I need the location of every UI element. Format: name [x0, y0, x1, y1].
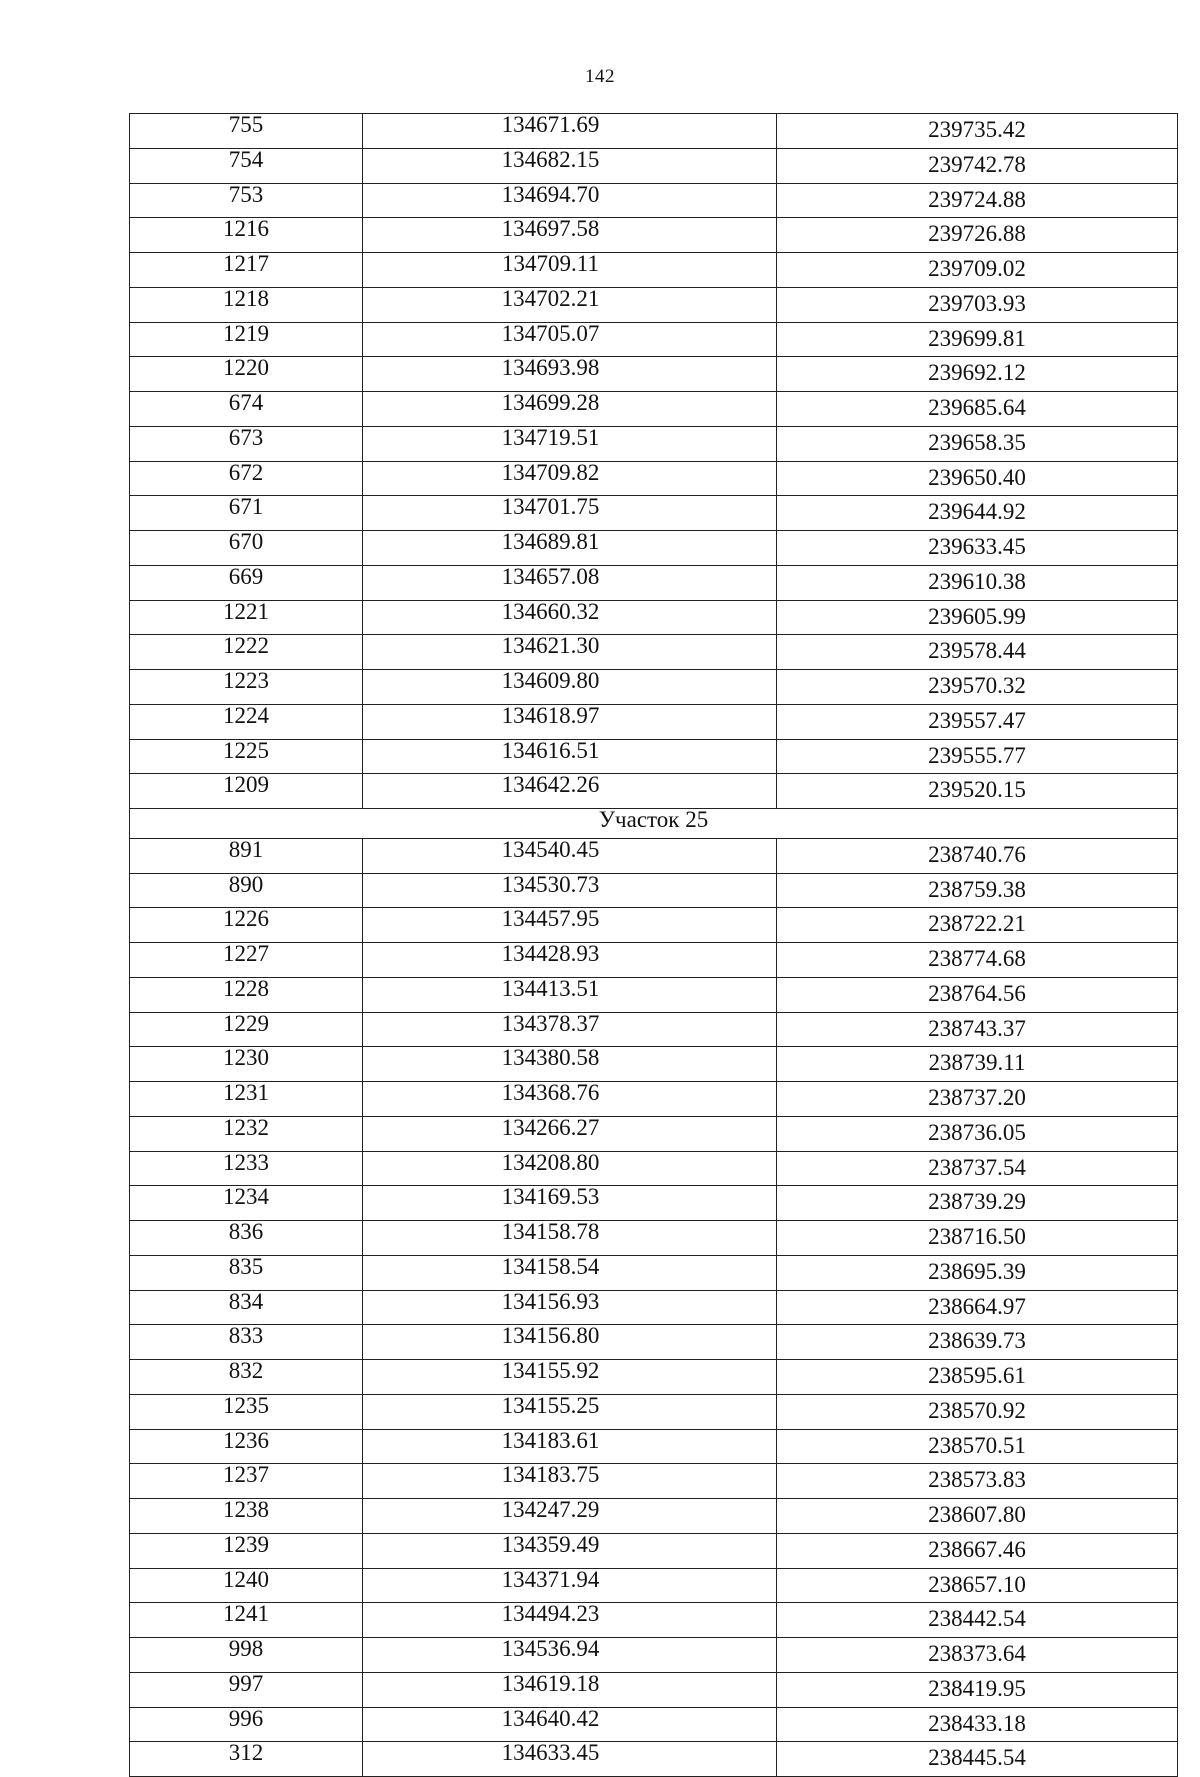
- point-number-cell: 1237: [130, 1464, 363, 1499]
- coord-x-cell: 134183.61: [363, 1429, 777, 1464]
- coord-x-cell: 134371.94: [363, 1568, 777, 1603]
- point-number-cell: 836: [130, 1221, 363, 1256]
- coord-x-cell: 134621.30: [363, 635, 777, 670]
- coord-x-cell: 134540.45: [363, 838, 777, 873]
- table-row: [130, 183, 1178, 218]
- coord-x-cell: 134709.11: [363, 253, 777, 288]
- table-row: [130, 1429, 1178, 1464]
- coord-y-cell: 239650.40: [777, 461, 1178, 496]
- coord-y-cell: 238739.11: [777, 1047, 1178, 1082]
- coord-y-cell: 239644.92: [777, 496, 1178, 531]
- coord-y-cell: 239658.35: [777, 426, 1178, 461]
- coord-y-cell: 238419.95: [777, 1672, 1178, 1707]
- table-row: [130, 565, 1178, 600]
- point-number-cell: 1239: [130, 1533, 363, 1568]
- table-row: [130, 838, 1178, 873]
- coord-y-cell: 239724.88: [777, 183, 1178, 218]
- table-row: [130, 1290, 1178, 1325]
- coordinates-table: [129, 113, 1178, 1777]
- table-row: [130, 1568, 1178, 1603]
- point-number-cell: 1240: [130, 1568, 363, 1603]
- coord-y-cell: 238764.56: [777, 977, 1178, 1012]
- coord-x-cell: 134657.08: [363, 565, 777, 600]
- point-number-cell: 1219: [130, 322, 363, 357]
- coord-y-cell: 238743.37: [777, 1012, 1178, 1047]
- coord-x-cell: 134158.54: [363, 1255, 777, 1290]
- point-number-cell: 1230: [130, 1047, 363, 1082]
- coord-x-cell: 134457.95: [363, 908, 777, 943]
- coord-y-cell: 238445.54: [777, 1742, 1178, 1777]
- coord-x-cell: 134609.80: [363, 670, 777, 705]
- coord-y-cell: 238657.10: [777, 1568, 1178, 1603]
- table-row: [130, 114, 1178, 149]
- coord-y-cell: 239557.47: [777, 704, 1178, 739]
- table-row: [130, 426, 1178, 461]
- point-number-cell: 1222: [130, 635, 363, 670]
- table-row: [130, 774, 1178, 809]
- point-number-cell: 1231: [130, 1082, 363, 1117]
- table-row: [130, 1012, 1178, 1047]
- point-number-cell: 832: [130, 1360, 363, 1395]
- coord-x-cell: 134640.42: [363, 1707, 777, 1742]
- point-number-cell: 1224: [130, 704, 363, 739]
- point-number-cell: 672: [130, 461, 363, 496]
- coord-y-cell: 239726.88: [777, 218, 1178, 253]
- table-row: [130, 1394, 1178, 1429]
- coord-y-cell: 239742.78: [777, 148, 1178, 183]
- table-row: [130, 977, 1178, 1012]
- coord-y-cell: 238736.05: [777, 1116, 1178, 1151]
- point-number-cell: 890: [130, 873, 363, 908]
- coord-y-cell: 238433.18: [777, 1707, 1178, 1742]
- coord-y-cell: 239605.99: [777, 600, 1178, 635]
- point-number-cell: 1229: [130, 1012, 363, 1047]
- coord-y-cell: 238664.97: [777, 1290, 1178, 1325]
- coord-x-cell: 134494.23: [363, 1603, 777, 1638]
- coord-y-cell: 238759.38: [777, 873, 1178, 908]
- coord-x-cell: 134702.21: [363, 287, 777, 322]
- point-number-cell: 754: [130, 148, 363, 183]
- table-row: [130, 1603, 1178, 1638]
- coord-x-cell: 134694.70: [363, 183, 777, 218]
- coord-x-cell: 134413.51: [363, 977, 777, 1012]
- coord-x-cell: 134530.73: [363, 873, 777, 908]
- coord-y-cell: 238667.46: [777, 1533, 1178, 1568]
- coord-x-cell: 134693.98: [363, 357, 777, 392]
- point-number-cell: 674: [130, 392, 363, 427]
- point-number-cell: 1241: [130, 1603, 363, 1638]
- coord-y-cell: 238716.50: [777, 1221, 1178, 1256]
- coord-x-cell: 134536.94: [363, 1638, 777, 1673]
- point-number-cell: 670: [130, 531, 363, 566]
- point-number-cell: 997: [130, 1672, 363, 1707]
- section-row: [130, 809, 1178, 839]
- table-row: [130, 1464, 1178, 1499]
- table-row: [130, 531, 1178, 566]
- coord-y-cell: 238573.83: [777, 1464, 1178, 1499]
- table-row: [130, 1325, 1178, 1360]
- table-row: [130, 1047, 1178, 1082]
- coord-x-cell: 134359.49: [363, 1533, 777, 1568]
- table-row: [130, 287, 1178, 322]
- point-number-cell: 669: [130, 565, 363, 600]
- point-number-cell: 671: [130, 496, 363, 531]
- coord-x-cell: 134208.80: [363, 1151, 777, 1186]
- coord-y-cell: 239735.42: [777, 114, 1178, 149]
- point-number-cell: 312: [130, 1742, 363, 1777]
- coord-x-cell: 134368.76: [363, 1082, 777, 1117]
- point-number-cell: 1225: [130, 739, 363, 774]
- point-number-cell: 1236: [130, 1429, 363, 1464]
- coord-x-cell: 134155.92: [363, 1360, 777, 1395]
- point-number-cell: 753: [130, 183, 363, 218]
- table-row: [130, 148, 1178, 183]
- point-number-cell: 1216: [130, 218, 363, 253]
- coord-y-cell: 239570.32: [777, 670, 1178, 705]
- table-row: [130, 873, 1178, 908]
- coord-y-cell: 238740.76: [777, 838, 1178, 873]
- coordinates-table-body: [130, 114, 1178, 1777]
- point-number-cell: 1235: [130, 1394, 363, 1429]
- point-number-cell: 1217: [130, 253, 363, 288]
- table-row: [130, 496, 1178, 531]
- coord-y-cell: 239555.77: [777, 739, 1178, 774]
- point-number-cell: 1238: [130, 1499, 363, 1534]
- point-number-cell: 891: [130, 838, 363, 873]
- coord-y-cell: 239709.02: [777, 253, 1178, 288]
- coord-x-cell: 134266.27: [363, 1116, 777, 1151]
- point-number-cell: 1220: [130, 357, 363, 392]
- point-number-cell: 996: [130, 1707, 363, 1742]
- point-number-cell: 833: [130, 1325, 363, 1360]
- coord-x-cell: 134709.82: [363, 461, 777, 496]
- coord-y-cell: 238737.54: [777, 1151, 1178, 1186]
- coord-y-cell: 239578.44: [777, 635, 1178, 670]
- coord-x-cell: 134247.29: [363, 1499, 777, 1534]
- coord-x-cell: 134719.51: [363, 426, 777, 461]
- table-row: [130, 357, 1178, 392]
- table-row: [130, 1151, 1178, 1186]
- coord-x-cell: 134689.81: [363, 531, 777, 566]
- table-row: [130, 670, 1178, 705]
- table-row: [130, 1186, 1178, 1221]
- table-row: [130, 392, 1178, 427]
- coord-y-cell: 239703.93: [777, 287, 1178, 322]
- coord-y-cell: 239685.64: [777, 392, 1178, 427]
- table-row: [130, 1638, 1178, 1673]
- table-row: [130, 461, 1178, 496]
- coord-y-cell: 238570.92: [777, 1394, 1178, 1429]
- point-number-cell: 1221: [130, 600, 363, 635]
- coord-x-cell: 134616.51: [363, 739, 777, 774]
- coord-x-cell: 134378.37: [363, 1012, 777, 1047]
- point-number-cell: 1226: [130, 908, 363, 943]
- table-row: [130, 1533, 1178, 1568]
- coord-y-cell: 238595.61: [777, 1360, 1178, 1395]
- table-row: [130, 1707, 1178, 1742]
- coord-x-cell: 134158.78: [363, 1221, 777, 1256]
- table-row: [130, 253, 1178, 288]
- point-number-cell: 1227: [130, 943, 363, 978]
- coord-x-cell: 134699.28: [363, 392, 777, 427]
- table-row: [130, 1116, 1178, 1151]
- coord-y-cell: 239520.15: [777, 774, 1178, 809]
- table-row: [130, 943, 1178, 978]
- table-row: [130, 1499, 1178, 1534]
- coord-y-cell: 238739.29: [777, 1186, 1178, 1221]
- coord-y-cell: 238373.64: [777, 1638, 1178, 1673]
- coord-y-cell: 238570.51: [777, 1429, 1178, 1464]
- coord-y-cell: 239610.38: [777, 565, 1178, 600]
- coord-x-cell: 134705.07: [363, 322, 777, 357]
- point-number-cell: 835: [130, 1255, 363, 1290]
- coord-x-cell: 134169.53: [363, 1186, 777, 1221]
- coord-x-cell: 134428.93: [363, 943, 777, 978]
- point-number-cell: 1218: [130, 287, 363, 322]
- coord-x-cell: 134701.75: [363, 496, 777, 531]
- coord-x-cell: 134697.58: [363, 218, 777, 253]
- table-row: [130, 1360, 1178, 1395]
- coord-x-cell: 134183.75: [363, 1464, 777, 1499]
- point-number-cell: 998: [130, 1638, 363, 1673]
- table-row: [130, 1255, 1178, 1290]
- coord-y-cell: 238639.73: [777, 1325, 1178, 1360]
- point-number-cell: 1233: [130, 1151, 363, 1186]
- coord-y-cell: 238722.21: [777, 908, 1178, 943]
- point-number-cell: 1232: [130, 1116, 363, 1151]
- coord-x-cell: 134633.45: [363, 1742, 777, 1777]
- coord-y-cell: 238442.54: [777, 1603, 1178, 1638]
- coord-y-cell: 238607.80: [777, 1499, 1178, 1534]
- point-number-cell: 673: [130, 426, 363, 461]
- coord-y-cell: 238774.68: [777, 943, 1178, 978]
- table-row: [130, 635, 1178, 670]
- coord-x-cell: 134642.26: [363, 774, 777, 809]
- point-number-cell: 755: [130, 114, 363, 149]
- point-number-cell: 1209: [130, 774, 363, 809]
- coord-x-cell: 134156.93: [363, 1290, 777, 1325]
- coord-y-cell: 238737.20: [777, 1082, 1178, 1117]
- table-row: [130, 704, 1178, 739]
- coord-x-cell: 134155.25: [363, 1394, 777, 1429]
- coord-x-cell: 134618.97: [363, 704, 777, 739]
- page-number: 142: [585, 66, 615, 87]
- coord-x-cell: 134671.69: [363, 114, 777, 149]
- point-number-cell: 1223: [130, 670, 363, 705]
- point-number-cell: 1234: [130, 1186, 363, 1221]
- point-number-cell: 1228: [130, 977, 363, 1012]
- coord-x-cell: 134619.18: [363, 1672, 777, 1707]
- table-row: [130, 1221, 1178, 1256]
- coord-y-cell: 239633.45: [777, 531, 1178, 566]
- coord-x-cell: 134156.80: [363, 1325, 777, 1360]
- table-row: [130, 1742, 1178, 1777]
- coord-x-cell: 134660.32: [363, 600, 777, 635]
- table-row: [130, 908, 1178, 943]
- coord-x-cell: 134682.15: [363, 148, 777, 183]
- coord-x-cell: 134380.58: [363, 1047, 777, 1082]
- section-title: Участок 25: [130, 809, 1178, 839]
- table-row: [130, 322, 1178, 357]
- table-row: [130, 600, 1178, 635]
- table-row: [130, 1082, 1178, 1117]
- point-number-cell: 834: [130, 1290, 363, 1325]
- coord-y-cell: 239692.12: [777, 357, 1178, 392]
- table-row: [130, 739, 1178, 774]
- coord-y-cell: 238695.39: [777, 1255, 1178, 1290]
- coord-y-cell: 239699.81: [777, 322, 1178, 357]
- table-row: [130, 218, 1178, 253]
